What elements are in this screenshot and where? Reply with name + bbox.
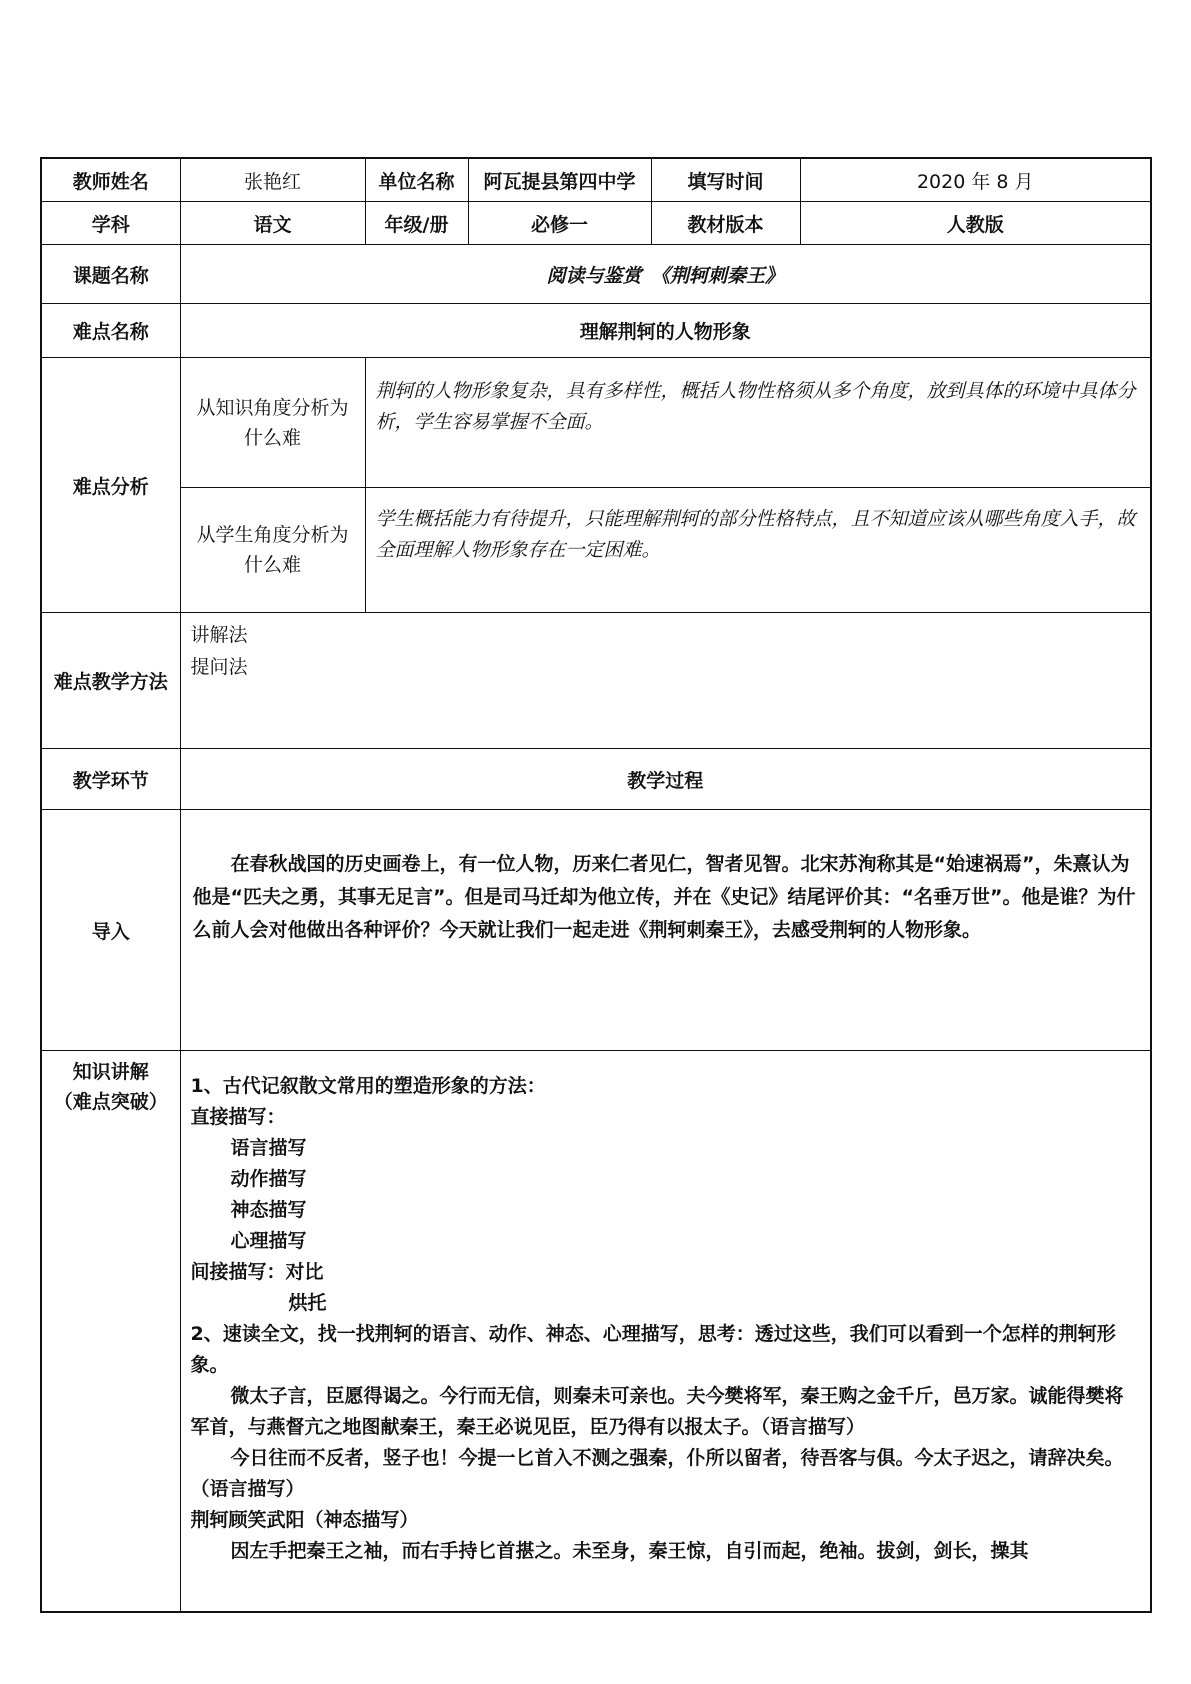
subject-value: 语文 (180, 202, 365, 245)
subject-label: 学科 (41, 202, 180, 245)
knowledge-q1: 1、古代记叙散文常用的塑造形象的方法： (190, 1075, 546, 1097)
method-label: 难点教学方法 (41, 613, 180, 749)
topic-value: 阅读与鉴赏 《荆轲刺秦王》 (180, 245, 1151, 304)
knowledge-label (41, 1051, 180, 1613)
topic-row (41, 245, 1151, 304)
difficulty-label: 难点名称 (41, 304, 180, 358)
edition-value: 人教版 (800, 202, 1151, 245)
stage-label: 教学环节 (41, 749, 180, 810)
knowledge-angle-text: 荆轲的人物形象复杂，具有多样性，概括人物性格须从多个角度，放到具体的环境中具体分析，学生容易掌握不全面。 (365, 358, 1151, 488)
lesson-plan-sheet (40, 157, 1150, 1613)
knowledge-para-3: 荆轲顾笑武阳（神态描写） (190, 1509, 419, 1531)
knowledge-q2: 2、速读全文，找一找荆轲的语言、动作、神态、心理描写，思考：透过这些，我们可以看到一个怎样的荆轲形象。 (190, 1323, 1116, 1376)
direct-item: 语言描写 (230, 1137, 307, 1159)
indirect-item: 烘托 (288, 1292, 327, 1314)
analysis-row-student (41, 488, 1151, 613)
topic-label: 课题名称 (41, 245, 180, 304)
student-angle-text: 学生概括能力有待提升，只能理解荆轲的部分性格特点，且不知道应该从哪些角度入手，故全面理解人物形象存在一定困难。 (365, 488, 1151, 613)
knowledge-row (41, 1051, 1151, 1613)
direct-item: 神态描写 (230, 1199, 307, 1221)
knowledge-cell (180, 1051, 1151, 1613)
intro-row (41, 810, 1151, 1051)
analysis-label: 难点分析 (41, 358, 180, 613)
process-header-row (41, 749, 1151, 810)
direct-heading: 直接描写： (190, 1106, 286, 1128)
intro-label: 导入 (41, 810, 180, 1051)
header-row-1 (41, 158, 1151, 202)
grade-label: 年级/册 (365, 202, 468, 245)
teacher-label: 教师姓名 (41, 158, 180, 202)
date-label: 填写时间 (651, 158, 800, 202)
knowledge-label-line2: （难点突破） (53, 1091, 168, 1113)
method-item: 提问法 (190, 656, 248, 678)
unit-label: 单位名称 (365, 158, 468, 202)
intro-cell (180, 810, 1151, 1051)
date-value: 2020 年 8 月 (800, 158, 1151, 202)
method-row (41, 613, 1151, 749)
direct-item: 动作描写 (230, 1168, 307, 1190)
analysis-row-knowledge (41, 358, 1151, 488)
difficulty-row (41, 304, 1151, 358)
process-label: 教学过程 (180, 749, 1151, 810)
method-list (180, 613, 1151, 749)
difficulty-value: 理解荆轲的人物形象 (180, 304, 1151, 358)
teacher-value: 张艳红 (180, 158, 365, 202)
intro-text: 在春秋战国的历史画卷上，有一位人物，历来仁者见仁，智者见智。北宋苏洵称其是“始速祸焉”，朱熹认为他是“匹夫之勇，其事无足言”。但是司马迁却为他立传，并在《史记》结尾评价其：“名垂万世”。他是谁？为什么前人会对他做出各种评价？今天就让我们一起走进《荆轲刺秦王》，去感受荆轲的人物形象。 (192, 853, 1136, 941)
knowledge-para-2: 今日往而不反者，竖子也！今提一匕首入不测之强秦，仆所以留者，待吾客与俱。今太子迟之，请辞决矣。（语言描写） (190, 1447, 1124, 1500)
indirect-heading: 间接描写：对比 (190, 1261, 324, 1283)
unit-value: 阿瓦提县第四中学 (468, 158, 651, 202)
knowledge-para-1: 微太子言，臣愿得谒之。今行而无信，则秦未可亲也。夫今樊将军，秦王购之金千斤，邑万家。诚能得樊将军首，与燕督亢之地图献秦王，秦王必说见臣，臣乃得有以报太子。（语言描写） (190, 1385, 1124, 1438)
grade-value: 必修一 (468, 202, 651, 245)
direct-item: 心理描写 (230, 1230, 307, 1252)
knowledge-angle-label: 从知识角度分析为什么难 (180, 358, 365, 488)
edition-label: 教材版本 (651, 202, 800, 245)
method-item: 讲解法 (190, 624, 248, 646)
lesson-plan-table (40, 157, 1152, 1613)
knowledge-label-line1: 知识讲解 (72, 1061, 149, 1083)
knowledge-para-4: 因左手把秦王之袖，而右手持匕首揕之。未至身，秦王惊，自引而起，绝袖。拔剑，剑长，操其 (230, 1540, 1029, 1562)
student-angle-label: 从学生角度分析为什么难 (180, 488, 365, 613)
header-row-2 (41, 202, 1151, 245)
